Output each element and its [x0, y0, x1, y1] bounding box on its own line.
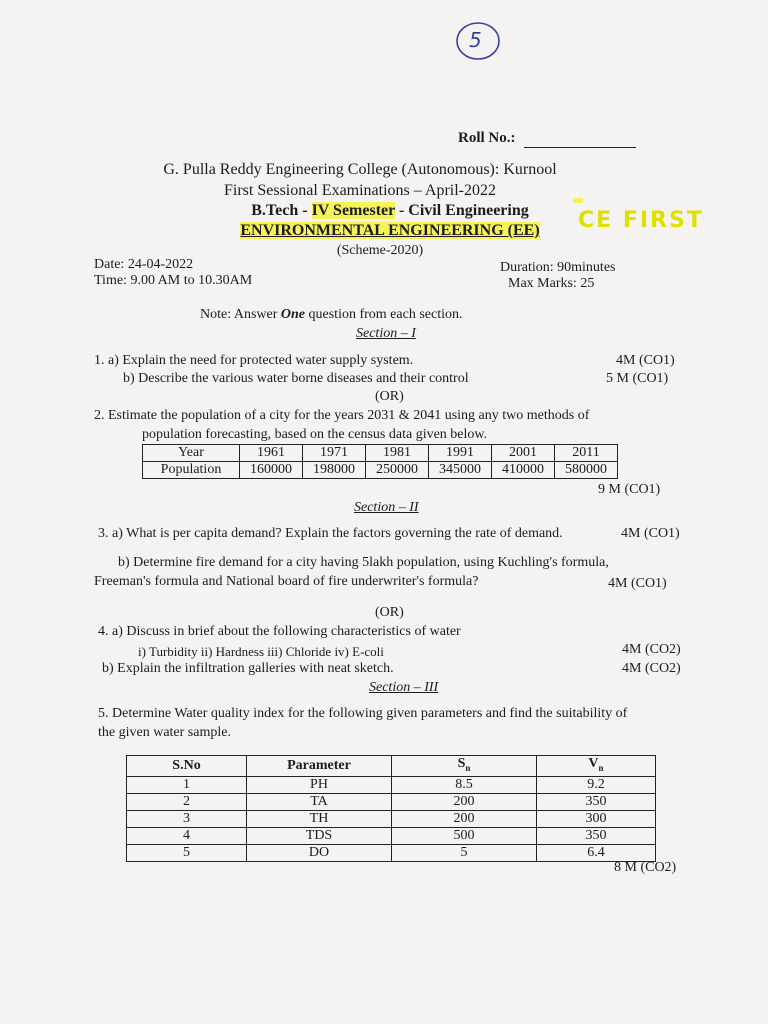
roll-no-line — [524, 147, 636, 148]
circled-number-text: 5 — [469, 28, 482, 52]
question-3b-line-1: b) Determine fire demand for a city having 5lakh population, using Kuchling's formula, — [118, 555, 609, 570]
header-sn: S — [457, 756, 466, 771]
parameter-cell: DO — [247, 844, 392, 861]
header-sn-subscript: n — [465, 762, 471, 773]
question-3a-marks: 4M (CO1) — [621, 526, 680, 541]
sn-cell: 500 — [392, 827, 537, 844]
table-row — [143, 462, 618, 479]
instruction-note — [200, 307, 462, 323]
header-cell — [247, 756, 392, 777]
header-sno: S.No — [172, 757, 201, 773]
highlight-mark — [573, 198, 583, 203]
vn-cell: 350 — [537, 793, 656, 810]
vn-cell: 6.4 — [537, 844, 656, 861]
section-3-title: Section – III — [369, 680, 439, 695]
table-row — [127, 844, 656, 861]
question-5-line-2: the given water sample. — [98, 725, 231, 740]
question-3b-marks: 4M (CO1) — [608, 576, 667, 591]
parameter-cell: TDS — [247, 827, 392, 844]
population-cell: 198000 — [303, 462, 366, 479]
exam-date: Date: 24-04-2022 — [94, 257, 194, 272]
year-cell: 2001 — [492, 445, 555, 462]
table-row — [127, 827, 656, 844]
table-row — [127, 793, 656, 810]
table-row — [127, 810, 656, 827]
note-emphasis: One — [280, 307, 306, 322]
section-1-title: Section – I — [356, 326, 416, 341]
sn-cell: 5 — [392, 844, 537, 861]
sno-cell: 5 — [127, 844, 247, 861]
section-1-or: (OR) — [375, 389, 404, 404]
question-4b-marks: 4M (CO2) — [622, 661, 681, 676]
question-1a-marks: 4M (CO1) — [616, 353, 675, 368]
row-label-year: Year — [143, 445, 240, 462]
max-marks: Max Marks: 25 — [508, 276, 595, 291]
year-cell: 1991 — [429, 445, 492, 462]
sn-cell: 8.5 — [392, 776, 537, 793]
question-4a-items: i) Turbidity ii) Hardness iii) Chloride iv) E-coli — [138, 644, 384, 659]
question-2-marks: 9 M (CO1) — [598, 482, 661, 497]
question-3a: 3. a) What is per capita demand? Explain the factors governing the rate of demand. — [98, 526, 563, 541]
note-prefix: Note: Answer — [200, 307, 281, 322]
handwritten-note: CE FIRST — [578, 208, 704, 233]
population-cell: 580000 — [555, 462, 618, 479]
semester-highlight: IV Semester — [311, 202, 395, 219]
question-4a: 4. a) Discuss in brief about the following characteristics of water — [98, 624, 461, 639]
census-table — [142, 444, 618, 479]
sno-cell: 2 — [127, 793, 247, 810]
sno-cell: 3 — [127, 810, 247, 827]
subject-title — [200, 222, 580, 240]
header-vn: V — [588, 756, 599, 771]
question-5-line-1: 5. Determine Water quality index for the following given parameters and find the suitability of — [98, 706, 628, 721]
table-row — [127, 776, 656, 793]
question-2-line-2: population forecasting, based on the census data given below. — [142, 427, 488, 442]
scheme-text: (Scheme-2020) — [336, 243, 424, 258]
population-cell: 410000 — [492, 462, 555, 479]
parameter-cell: TA — [247, 793, 392, 810]
vn-cell: 300 — [537, 810, 656, 827]
header-cell — [537, 756, 656, 777]
question-1b-marks: 5 M (CO1) — [606, 371, 669, 386]
subject-highlight: ENVIRONMENTAL ENGINEERING (EE) — [240, 222, 540, 239]
population-cell: 345000 — [429, 462, 492, 479]
exam-title: First Sessional Examinations – April-2022 — [224, 182, 496, 199]
population-cell: 250000 — [366, 462, 429, 479]
sno-cell: 1 — [127, 776, 247, 793]
sn-cell: 200 — [392, 810, 537, 827]
year-cell: 1981 — [366, 445, 429, 462]
question-4b: b) Explain the infiltration galleries with neat sketch. — [102, 661, 394, 676]
sno-cell: 4 — [127, 827, 247, 844]
question-1b: b) Describe the various water borne diseases and their control — [123, 371, 469, 386]
exam-duration: Duration: 90minutes — [500, 260, 616, 275]
circled-number-mark — [455, 20, 501, 62]
table-row — [143, 445, 618, 462]
program-line — [200, 202, 580, 220]
note-suffix: question from each section. — [305, 307, 463, 322]
population-cell: 160000 — [240, 462, 303, 479]
year-cell: 1961 — [240, 445, 303, 462]
program-suffix: - Civil Engineering — [394, 202, 529, 219]
header-vn-subscript: n — [598, 762, 604, 773]
header-cell — [127, 756, 247, 777]
parameter-cell: PH — [247, 776, 392, 793]
year-cell: 2011 — [555, 445, 618, 462]
question-2-line-1: 2. Estimate the population of a city for the years 2031 & 2041 using any two methods of — [94, 408, 590, 423]
table-header-row — [127, 756, 656, 777]
question-5-marks: 8 M (CO2) — [614, 860, 677, 875]
question-4a-marks: 4M (CO2) — [622, 642, 681, 657]
question-3b-line-2: Freeman's formula and National board of fire underwriter's formula? — [94, 574, 479, 589]
water-quality-table — [126, 755, 656, 862]
question-1a: 1. a) Explain the need for protected water supply system. — [94, 353, 414, 368]
vn-cell: 350 — [537, 827, 656, 844]
row-label-population: Population — [143, 462, 240, 479]
header-parameter: Parameter — [287, 757, 351, 773]
parameter-cell: TH — [247, 810, 392, 827]
header-cell — [392, 756, 537, 777]
vn-cell: 9.2 — [537, 776, 656, 793]
college-name: G. Pulla Reddy Engineering College (Autonomous): Kurnool — [163, 161, 557, 178]
program-prefix: B.Tech - — [251, 202, 312, 219]
roll-no-label: Roll No.: — [458, 130, 516, 146]
sn-cell: 200 — [392, 793, 537, 810]
exam-time: Time: 9.00 AM to 10.30AM — [94, 273, 253, 288]
section-2-title: Section – II — [354, 500, 419, 515]
year-cell: 1971 — [303, 445, 366, 462]
section-2-or: (OR) — [375, 605, 404, 620]
